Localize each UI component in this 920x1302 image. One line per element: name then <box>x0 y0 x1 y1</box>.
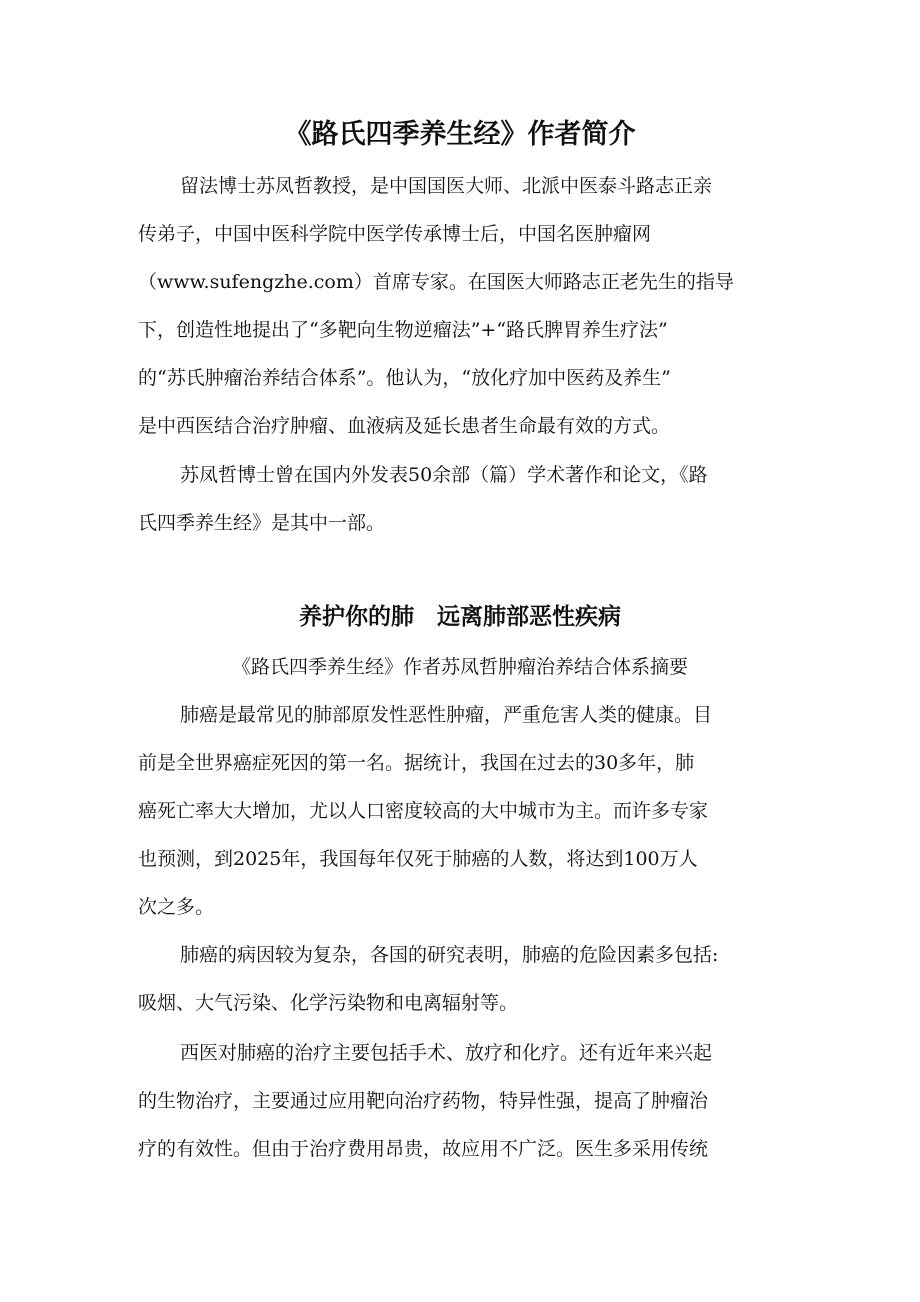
text-line: 癌死亡率大大增加，尤以人口密度较高的大中城市为主。而许多专家 <box>138 800 709 822</box>
section-title: 养护你的肺 远离肺部恶性疾病 <box>299 604 621 630</box>
section-paragraph-3 <box>138 1029 783 1173</box>
document-title: 《路氏四季养生经》作者简介 <box>284 119 636 150</box>
text-line: 的“苏氏肿瘤治养结合体系”。他认为，“放化疗加中医药及养生” <box>138 367 671 389</box>
text-line: 次之多。 <box>138 896 215 918</box>
text-line: 疗的有效性。但由于治疗费用昂贵，故应用不广泛。医生多采用传统 <box>138 1138 709 1160</box>
text-line: （www.sufengzhe.com）首席专家。在国医大师路志正老先生的指导 <box>138 271 734 293</box>
text-line: 也预测，到2025年，我国每年仅死于肺癌的人数，将达到100万人 <box>138 848 698 870</box>
text-line: 肺癌是最常见的肺部原发性恶性肿瘤，严重危害人类的健康。目 <box>180 704 713 726</box>
text-line: 西医对肺癌的治疗主要包括手术、放疗和化疗。还有近年来兴起 <box>180 1042 713 1064</box>
text-line: 是中西医结合治疗肿瘤、血液病及延长患者生命最有效的方式。 <box>138 415 671 437</box>
text-line: 苏凤哲博士曾在国内外发表50余部（篇）学术著作和论文，《路 <box>180 464 708 486</box>
section-subtitle: 《路氏四季养生经》作者苏凤哲肿瘤治养结合体系摘要 <box>231 656 688 678</box>
text-line: 下，创造性地提出了“多靶向生物逆瘤法”+“路氏脾胃养生疗法” <box>138 319 668 341</box>
text-line: 肺癌的病因较为复杂，各国的研究表明，肺癌的危险因素多包括: <box>180 944 719 966</box>
text-line: 传弟子，中国中医科学院中医学传承博士后，中国名医肿瘤网 <box>138 223 652 245</box>
intro-paragraph-2 <box>138 451 783 547</box>
text-line: 前是全世界癌症死因的第一名。据统计，我国在过去的30多年，肺 <box>138 752 695 774</box>
section-paragraph-2 <box>138 931 783 1027</box>
text-line: 吸烟、大气污染、化学污染物和电离辐射等。 <box>138 992 519 1014</box>
text-line: 的生物治疗，主要通过应用靶向治疗药物，特异性强，提高了肿瘤治 <box>138 1090 709 1112</box>
intro-paragraph-1 <box>138 162 783 450</box>
text-line: 氏四季养生经》是其中一部。 <box>138 512 386 534</box>
text-line: 留法博士苏凤哲教授，是中国国医大师、北派中医泰斗路志正亲 <box>180 175 713 197</box>
section-paragraph-1 <box>138 691 783 931</box>
